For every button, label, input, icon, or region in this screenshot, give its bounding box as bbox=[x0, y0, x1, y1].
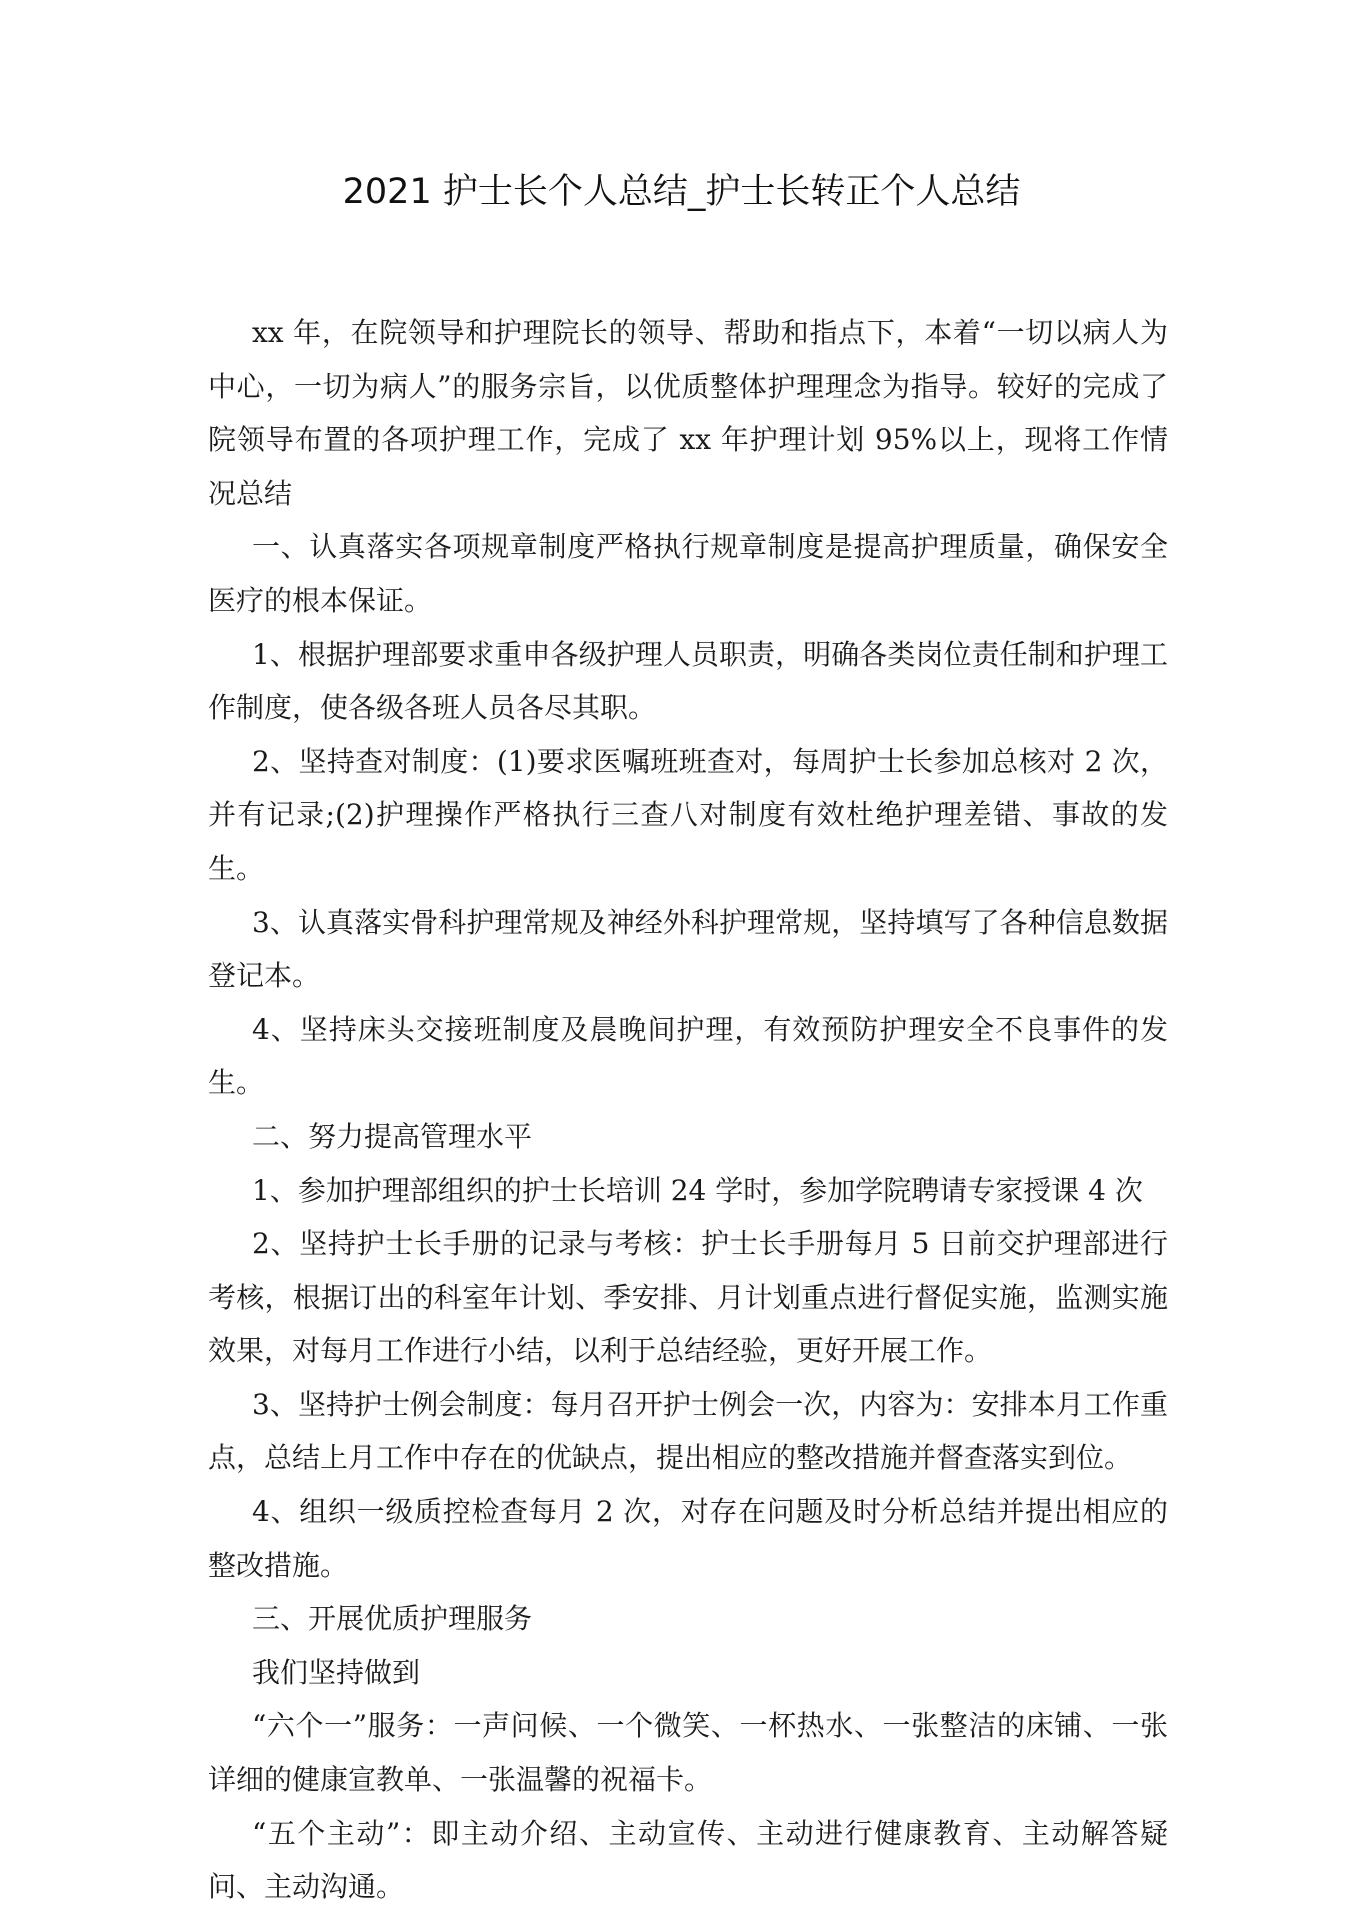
section-heading-2: 二、努力提高管理水平 bbox=[252, 1119, 533, 1153]
list-item: 3、坚持护士例会制度：每月召开护士例会一次，内容为：安排本月工作重点，总结上月工作中存在的优缺点，提出相应的整改措施并督查落实到位。 bbox=[208, 1387, 1168, 1475]
list-item: 4、组织一级质控检查每月 2 次，对存在问题及时分析总结并提出相应的整改措施。 bbox=[208, 1495, 1168, 1582]
paragraph: 我们坚持做到 bbox=[252, 1655, 421, 1689]
paragraph: “六个一”服务：一声问候、一个微笑、一杯热水、一张整洁的床铺、一张详细的健康宣教单、一张温馨的祝福卡。 bbox=[208, 1709, 1168, 1797]
section-heading-1: 一、认真落实各项规章制度严格执行规章制度是提高护理质量，确保安全医疗的根本保证。 bbox=[208, 530, 1168, 617]
paragraph: “五个主动”：即主动介绍、主动宣传、主动进行健康教育、主动解答疑问、主动沟通。 bbox=[208, 1816, 1168, 1904]
list-item: 4、坚持床头交接班制度及晨晚间护理，有效预防护理安全不良事件的发生。 bbox=[208, 1012, 1168, 1100]
list-item: 3、认真落实骨科护理常规及神经外科护理常规，坚持填写了各种信息数据登记本。 bbox=[208, 905, 1168, 993]
section-heading-3: 三、开展优质护理服务 bbox=[252, 1602, 533, 1636]
list-item: 1、参加护理部组织的护士长培训 24 学时，参加学院聘请专家授课 4 次 bbox=[252, 1173, 1143, 1207]
paragraph-intro: xx 年，在院领导和护理院长的领导、帮助和指点下，本着“一切以病人为中心，一切为病人”的服务宗旨，以优质整体护理理念为指导。较好的完成了院领导布置的各项护理工作，完成了 xx 年护理计划 95%以上，现将工作情况总结 bbox=[208, 316, 1168, 510]
document-body bbox=[208, 306, 1168, 1914]
document-title: 2021 护士长个人总结_护士长转正个人总结 bbox=[342, 172, 1021, 212]
list-item: 2、坚持查对制度：(1)要求医嘱班班查对，每周护士长参加总核对 2 次，并有记录;(2)护理操作严格执行三查八对制度有效杜绝护理差错、事故的发生。 bbox=[208, 744, 1168, 885]
list-item: 1、根据护理部要求重申各级护理人员职责，明确各类岗位责任制和护理工作制度，使各级各班人员各尽其职。 bbox=[208, 637, 1168, 725]
list-item: 2、坚持护士长手册的记录与考核：护士长手册每月 5 日前交护理部进行考核，根据订出的科室年计划、季安排、月计划重点进行督促实施，监测实施效果，对每月工作进行小结，以利于总结经验，更好开展工作。 bbox=[208, 1227, 1168, 1368]
